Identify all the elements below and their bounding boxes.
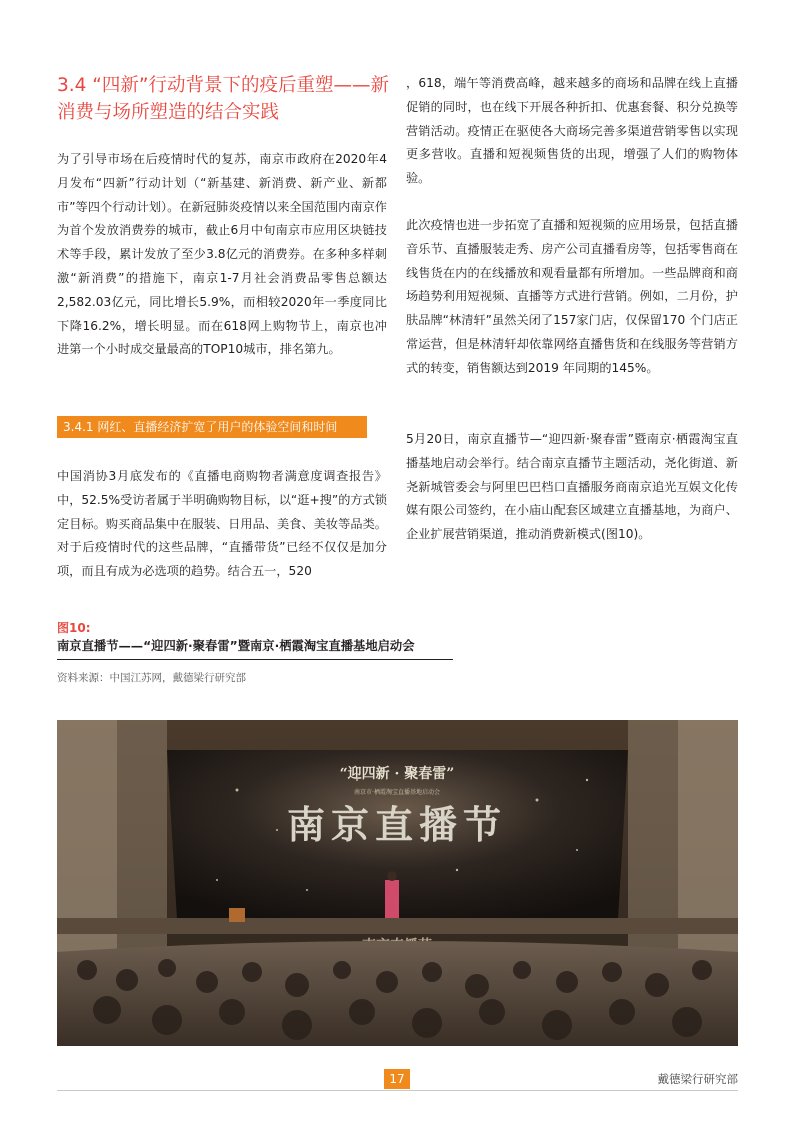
- figure-label: 图10:: [57, 621, 91, 635]
- speaker-figure: [385, 880, 399, 920]
- event-photo: [57, 720, 738, 1046]
- right-paragraph-1: ，618，端午等消费高峰，越来越多的商场和品牌在线上直播促销的同时，也在线下开展各种折扣、优惠套餐、积分兑换等营销活动。疫情正在驱使各大商场完善多渠道营销零售以实现更多营收。直播和短视频售货的出现，增强了人们的购物体验。: [406, 76, 738, 186]
- left-paragraph-1: 为了引导市场在后疫情时代的复苏，南京市政府在2020年4月发布“四新”行动计划（“新基建、新消费、新产业、新都市”等四个行动计划）。在新冠肺炎疫情以来全国范围内南京作为首个发放消费券的城市，截止6月中旬南京市应用区块链技术等手段，累计发放了至少3.8亿元的消费券。在多种多样刺激“新消费”的措施下，南京1-7月社会消费品零售总额达2,582.03亿元，同比增长5.9%，而相较2020年一季度同比下降16.2%，增长明显。而在618网上购物节上，南京也冲进第一个小时成交量最高的TOP10城市，排名第九。: [57, 152, 387, 357]
- subheading-banner: 3.4.1 网红、直播经济扩宽了用户的体验空间和时间: [57, 416, 367, 438]
- screen-subtitle: 南京市·栖霞淘宝直播基地启动会: [354, 789, 440, 796]
- right-paragraph-2: 此次疫情也进一步拓宽了直播和短视频的应用场景，包括直播音乐节、直播服装走秀、房产公司直播看房等，包括零售商在线售货在内的在线播放和观看量都有所增加。一些品牌商和商场趋势利用短视频、直播等方式进行营销。例如，二月份，护肤品牌“林清轩”虽然关闭了157家门店，仅保留170 个门店正常运营，但是林清轩却依靠网络直播售货和在线服务等营销方式的转变，销售额达到2019 年同期的145%。: [406, 218, 738, 375]
- figure-title: 南京直播节——“迎四新·聚春雷”暨南京·栖霞淘宝直播基地启动会: [57, 639, 415, 653]
- podium: [229, 908, 245, 922]
- section-title: 3.4 “四新”行动背景下的疫后重塑——新消费与场所塑造的结合实践: [57, 75, 389, 123]
- page-number: 17: [384, 1069, 410, 1089]
- figure-divider: [57, 659, 453, 660]
- left-paragraph-2: 中国消协3月底发布的《直播电商购物者满意度调查报告》中，52.5%受访者属于半明确购物目标，以“逛+搜”的方式锁定目标。购买商品集中在服装、日用品、美食、美妆等品类。对于后疫情时代的这些品牌，“直播带货”已经不仅仅是加分项，而且有成为必选项的趋势。结合五一，520: [57, 469, 387, 579]
- figure-source: 资料来源：中国江苏网，戴德梁行研究部: [57, 672, 246, 684]
- footer-divider: [57, 1090, 738, 1091]
- event-photo-illustration: [57, 720, 738, 1046]
- screen-main-title: 南京直播节: [286, 802, 508, 847]
- screen-slogan: “迎四新 · 聚春雷”: [339, 766, 455, 782]
- footer-brand: 戴德梁行研究部: [657, 1072, 738, 1086]
- right-paragraph-3: 5月20日，南京直播节—“迎四新·聚春雷”暨南京·栖霞淘宝直播基地启动会举行。结合南京直播节主题活动，尧化街道、新尧新城管委会与阿里巴巴档口直播服务商南京追光互娱文化传媒有限公司签约，在小庙山配套区域建立直播基地，为商户、企业扩展营销渠道，推动消费新模式(图10)。: [406, 432, 738, 542]
